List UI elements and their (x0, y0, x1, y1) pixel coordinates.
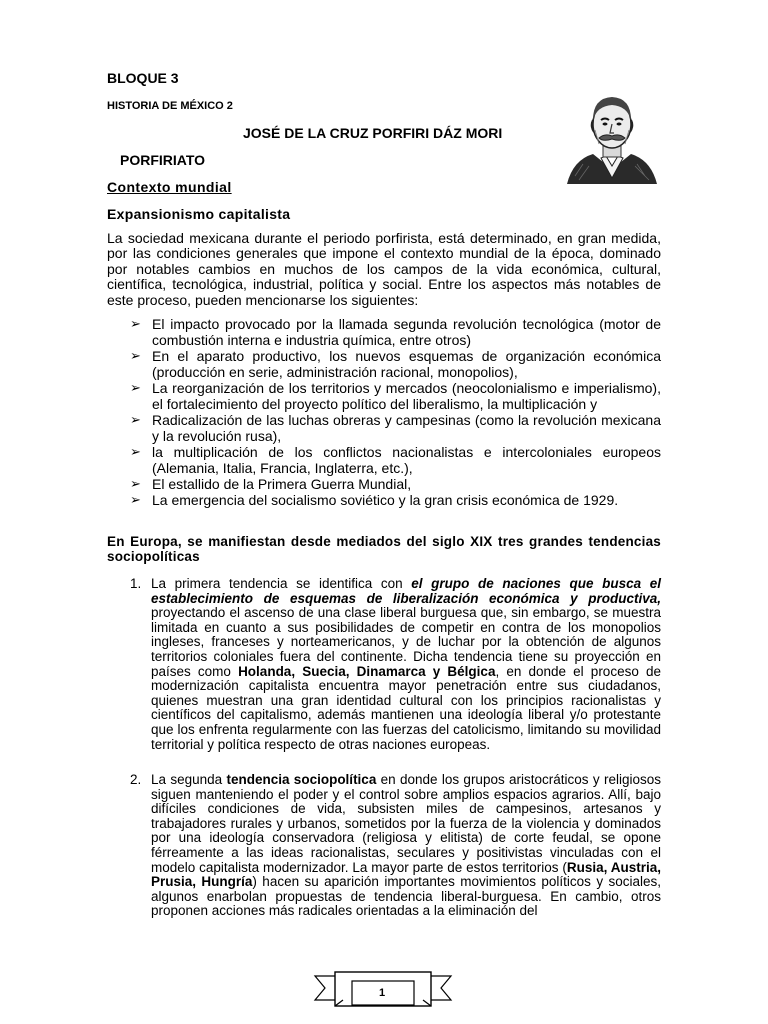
arrowhead-bullet-icon: ➢ (130, 412, 141, 427)
subject-title: HISTORIA DE MÉXICO 2 (107, 100, 233, 112)
list-item (130, 492, 661, 508)
numbered-item-2 (130, 773, 661, 919)
item-text (151, 577, 661, 752)
item-text-part: ) hacen su aparición importantes movimientos políticos y sociales, algunos enarbolan propuestas de tendencia liberal-burguesa. En cambio, otros proponen acciones más radicales orientadas a la eliminación del (151, 874, 661, 919)
bullet-text: El impacto provocado por la llamada segunda revolución tecnológica (motor de combustión interna e industria química, entre otros) (152, 316, 661, 348)
arrowhead-bullet-icon: ➢ (130, 348, 141, 363)
numbered-item-1 (130, 577, 661, 752)
bullet-text: Radicalización de las luchas obreras y campesinas (como la revolución mexicana y la revolución rusa), (152, 412, 661, 444)
arrowhead-bullet-icon: ➢ (130, 444, 141, 459)
bullet-text: El estallido de la Primera Guerra Mundial, (152, 476, 412, 492)
list-item (130, 316, 661, 348)
item-text-part: en donde los grupos aristocráticos y religiosos siguen manteniendo el poder y el control sobre amplios espacios agrarios. Allí, bajo difíciles condiciones de vida, subsisten miles de campesinos, artesanos y trabajadores rurales y urbanos, sometidos por la fuerza de la violencia y dominados por una ideología conservadora (religiosa y elitista) de corte feudal, se opone férreamente a las ideas racionalistas, seculares y positivistas vinculadas con el modelo capitalista modernizador. La mayor parte de estos territorios ( (151, 772, 661, 875)
bullet-text: En el aparato productivo, los nuevos esquemas de organización económica (producción en serie, administración racional, monopolios), (152, 348, 661, 380)
intro-paragraph: La sociedad mexicana durante el periodo porfirista, está determinado, en gran medida, por las condiciones generales que impone el contexto mundial de la época, dominado por notables cambios en muchos de los campos de la vida económica, cultural, científica, tecnológica, industrial, política y social. Entre los aspectos más notables de este proceso, pueden mencionarse los siguientes: (107, 230, 661, 308)
arrowhead-bullet-icon: ➢ (130, 316, 141, 331)
person-name: JOSÉ DE LA CRUZ PORFIRI DÁZ MORI (243, 125, 503, 141)
expansion-heading: Expansionismo capitalista (107, 206, 291, 222)
bullet-text: La reorganización de los territorios y mercados (neocolonialismo e imperialismo), el fortalecimiento del proyecto político del liberalismo, la multiplicación y (152, 380, 661, 412)
item-number: 2. (130, 772, 142, 787)
context-heading: Contexto mundial (107, 179, 232, 195)
list-item (130, 380, 661, 412)
europe-heading: En Europa, se manifiestan desde mediados del siglo XIX tres grandes tendencias sociopolíticas (107, 534, 661, 564)
list-item (130, 476, 661, 492)
item-text-part: La segunda (151, 772, 227, 787)
arrowhead-bullet-icon: ➢ (130, 476, 141, 491)
topic-title: PORFIRIATO (120, 152, 206, 168)
item-number: 1. (130, 576, 142, 591)
list-item (130, 412, 661, 444)
block-title: BLOQUE 3 (107, 70, 179, 86)
bullet-text: La emergencia del socialismo soviético y la gran crisis económica de 1929. (152, 492, 619, 508)
page-number: 1 (378, 987, 386, 999)
arrowhead-bullet-icon: ➢ (130, 492, 141, 507)
item-text-bold: Holanda, Suecia, Dinamarca y Bélgica (238, 663, 496, 679)
bullet-list (130, 316, 661, 508)
item-text (151, 773, 661, 919)
bullet-text: la multiplicación de los conflictos nacionalistas e intercoloniales europeos (Alemania, Italia, Francia, Inglaterra, etc.), (152, 444, 661, 476)
item-text-part: , en donde el proceso de modernización capitalista encuentra mayor penetración entre sus ciudadanos, quienes muestran una gran identidad cultural con los principios racionalistas y científicos del capitalismo, además mantienen una ideología liberal y/o protestante que los enfrenta regularmente con las fuerzas del catolicismo, limitando su movilidad territorial y política respecto de otras naciones europeas. (151, 663, 661, 752)
item-text-bold: Rusia, Austria, Prusia, Hungría (151, 859, 662, 890)
item-text-bold: tendencia sociopolítica (226, 772, 377, 787)
item-text-part: proyectando el ascenso de una clase liberal burguesa que, sin embargo, se muestra limitada en cuanto a sus posibilidades de competir en contra de los monopolios ingleses, franceses y norteamericanos, y de luchar por la obtención de algunos territorios coloniales fuera del continente. Dicha tendencia tiene su proyección en países como (151, 605, 661, 679)
item-text-part: La primera tendencia se identifica con (151, 576, 412, 591)
arrowhead-bullet-icon: ➢ (130, 380, 141, 395)
list-item (130, 444, 661, 476)
portrait-engraving-icon (563, 86, 661, 184)
list-item (130, 348, 661, 380)
item-text-emphasis: el grupo de naciones que busca el establecimiento de esquemas de liberalización económica y productiva, (151, 576, 662, 606)
